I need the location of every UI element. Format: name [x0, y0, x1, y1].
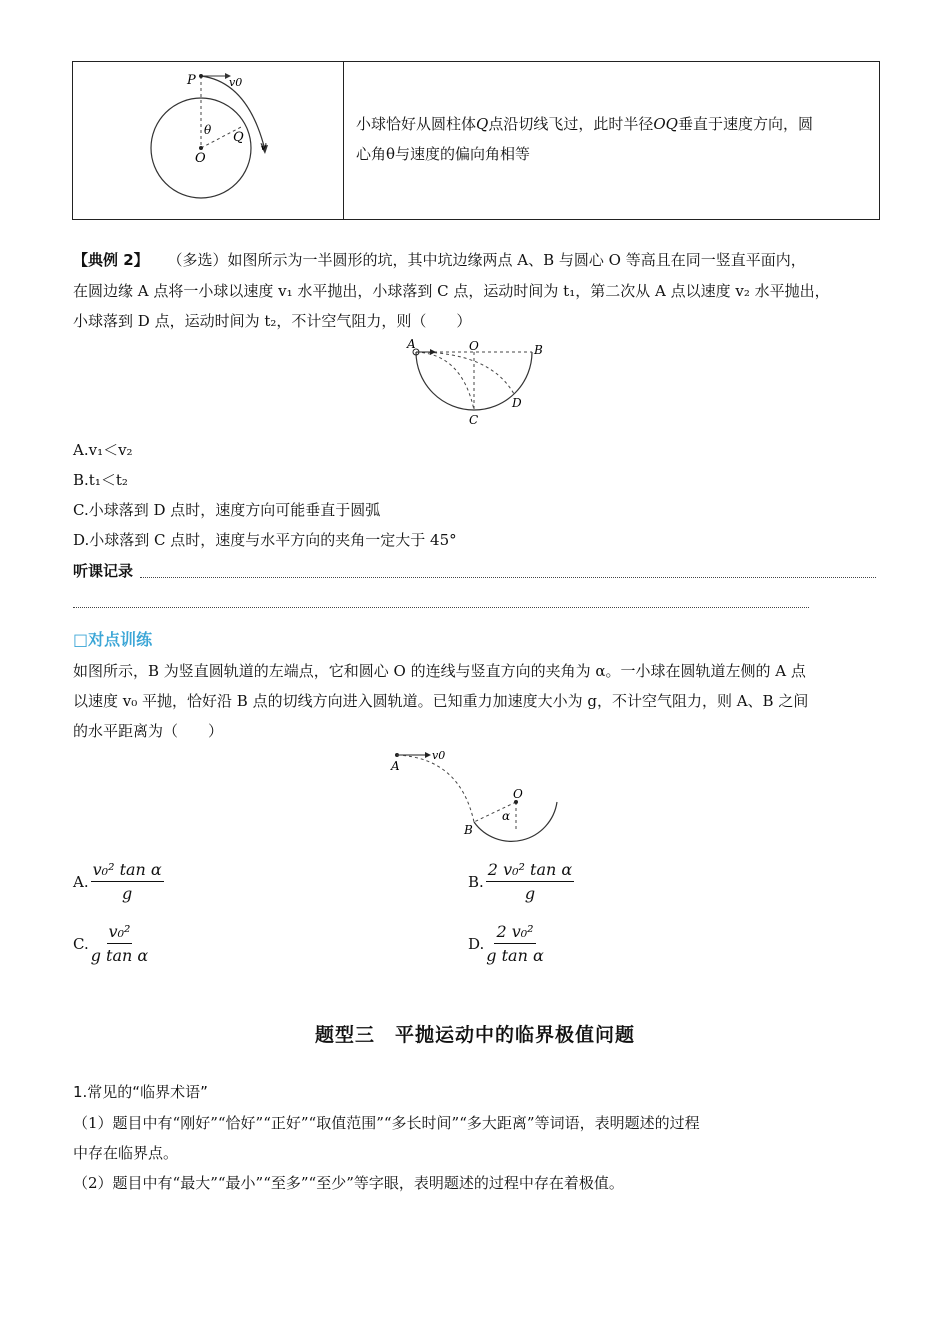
training-line2: 以速度 v₀ 平抛，恰好沿 B 点的切线方向进入圆轨道。已知重力加速度大小为 g，不计空气阻力，则 A、B 之间 [73, 692, 809, 710]
notes-label: 听课记录 [73, 562, 134, 580]
paragraph-1b: 中存在临界点。 [73, 1144, 179, 1162]
training-option-d: D. $\frac{\text{2 v₀²}}{\text{g tan α}}$ [468, 922, 544, 965]
option-d: D.小球落到 C 点时，速度与水平方向的夹角一定大于 45° [73, 531, 457, 549]
semicircle-pit-figure [400, 338, 560, 430]
example-tag: 【典例 2】 [73, 251, 149, 269]
explanation-table [72, 61, 880, 220]
section-title: 题型三 平抛运动中的临界极值问题 [314, 1024, 635, 1046]
label-o: O [195, 151, 206, 166]
option-b: B.t₁＜t₂ [73, 471, 128, 489]
track-figure [385, 746, 565, 846]
training-line1: 如图所示，B 为竖直圆轨道的左端点，它和圆心 O 的连线与竖直方向的夹角为 α。一小球在圆轨道左侧的 A 点 [73, 662, 806, 680]
label-p: P [187, 73, 196, 88]
training-header: □对点训练 [73, 630, 153, 649]
label-b: B [534, 343, 543, 357]
paragraph-2: （2）题目中有“最大”“最小”“至多”“至少”等字眼，表明题述的过程中存在着极值。 [73, 1174, 624, 1192]
label-c: C [469, 413, 479, 427]
critical-terms-heading: 1.常见的“临界术语” [73, 1083, 208, 1101]
label-theta: θ [204, 123, 212, 137]
label-v: v [260, 139, 267, 153]
paragraph-1a: （1）题目中有“刚好”“恰好”“正好”“取值范围”“多长时间”“多大距离”等词语，表明题述的过程 [73, 1114, 700, 1132]
notes-line-2[interactable] [73, 607, 809, 608]
label-q: Q [233, 130, 244, 145]
label-v0: v0 [229, 76, 243, 89]
training-option-b: B. $\frac{\text{2 v₀² tan α}}{g}$ [468, 860, 573, 903]
label-d: D [512, 396, 522, 410]
option-c: C.小球落到 D 点时，速度方向可能垂直于圆弧 [73, 501, 381, 519]
label-o: O [513, 787, 523, 801]
training-option-c: C. $\frac{\text{v₀²}}{\text{g tan α}}$ [73, 922, 149, 965]
example2-line1: 【典例 2】 （多选）如图所示为一半圆形的坑，其中坑边缘两点 A、B 与圆心 O 等高且在同一竖直平面内， [73, 251, 806, 269]
label-v0: v0 [432, 749, 446, 762]
training-option-a: A. $\frac{\text{v₀² tan α}}{g}$ [73, 860, 162, 903]
notes-line-1[interactable] [140, 577, 876, 578]
option-a: A.v₁＜v₂ [73, 441, 133, 459]
label-o: O [469, 339, 479, 353]
tangent-circle-figure [73, 62, 343, 219]
table-description: 小球恰好从圆柱体Q点沿切线飞过，此时半径OQ垂直于速度方向，圆 心角θ与速度的偏向角相等 [356, 115, 813, 163]
multi-select-tag: （多选） [167, 251, 228, 269]
table-figure-cell [73, 62, 344, 219]
example2-line3: 小球落到 D 点，运动时间为 t₂，不计空气阻力，则（ ） [73, 312, 472, 330]
example2-line2: 在圆边缘 A 点将一小球以速度 v₁ 水平抛出，小球落到 C 点，运动时间为 t₁，第二次从 A 点以速度 v₂ 水平抛出， [73, 282, 830, 300]
label-alpha: α [502, 809, 511, 823]
training-line3: 的水平距离为（ ） [73, 722, 224, 740]
label-a: A [391, 759, 400, 773]
label-b: B [464, 823, 473, 837]
label-a: A [407, 338, 416, 351]
